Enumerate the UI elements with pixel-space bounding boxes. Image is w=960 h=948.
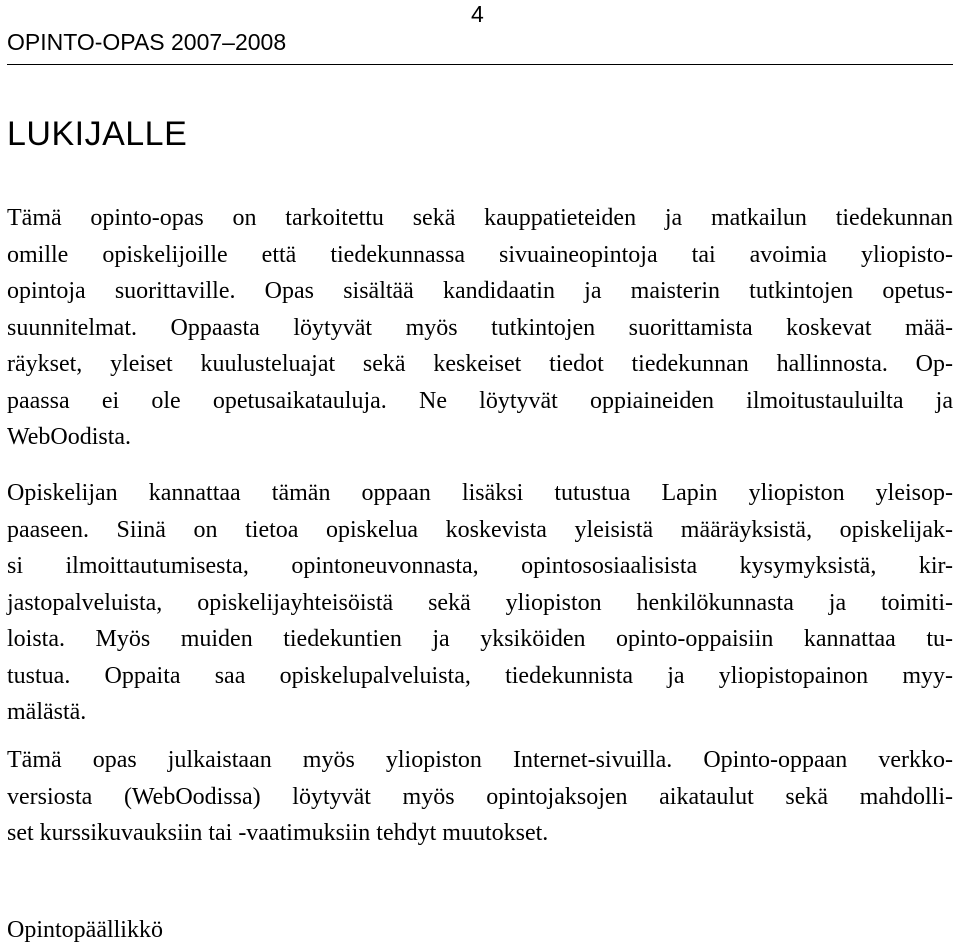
signature: Opintopäällikkö <box>7 917 163 943</box>
paragraph-line: Tämä opas julkaistaan myös yliopiston Internet-sivuilla. Opinto-oppaan verkko- <box>7 747 953 773</box>
paragraph-line: suunnitelmat. Oppaasta löytyvät myös tutkintojen suorittamista koskevat mää- <box>7 314 953 341</box>
paragraph-line: paassa ei ole opetusaikatauluja. Ne löytyvät oppiaineiden ilmoitustauluilta ja <box>7 387 953 414</box>
paragraph-line: WebOodista. <box>7 424 132 450</box>
paragraph-line: versiosta (WebOodissa) löytyvät myös opintojaksojen aikataulut sekä mahdolli- <box>7 783 953 810</box>
page-number: 4 <box>471 1 484 27</box>
paragraph-line: omille opiskelijoille että tiedekunnassa sivuaineopintoja tai avoimia yliopisto- <box>7 241 953 268</box>
paragraph-line: Tämä opinto-opas on tarkoitettu sekä kauppatieteiden ja matkailun tiedekunnan <box>7 205 953 231</box>
paragraph-line: si ilmoittautumisesta, opintoneuvonnasta, opintososiaalisista kysymyksistä, kir- <box>7 553 953 579</box>
paragraph-line: set kurssikuvauksiin tai -vaatimuksiin tehdyt muutokset. <box>7 820 549 846</box>
running-header: OPINTO-OPAS 2007–2008 <box>7 29 287 55</box>
paragraph-general-guide <box>7 475 953 731</box>
paragraph-line: mälästä. <box>7 699 87 725</box>
paragraph-line: opintoja suorittaville. Opas sisältää kandidaatin ja maisterin tutkintojen opetus- <box>7 278 953 304</box>
section-title: LUKIJALLE <box>7 115 188 153</box>
paragraph-intro <box>7 200 953 456</box>
paragraph-line: räykset, yleiset kuulusteluajat sekä keskeiset tiedot tiedekunnan hallinnosta. Op- <box>7 351 953 377</box>
paragraph-line: jastopalveluista, opiskelijayhteisöistä sekä yliopiston henkilökunnasta ja toimiti- <box>7 589 953 616</box>
paragraph-line: Opiskelijan kannattaa tämän oppaan lisäksi tutustua Lapin yliopiston yleisop- <box>7 480 953 506</box>
paragraph-line: tustua. Oppaita saa opiskelupalveluista, tiedekunnista ja yliopistopainon myy- <box>7 662 953 689</box>
paragraph-line: paaseen. Siinä on tietoa opiskelua koskevista yleisistä määräyksistä, opiskelijak- <box>7 516 953 543</box>
paragraph-web-version <box>7 742 953 852</box>
header-divider <box>7 64 953 65</box>
paragraph-line: loista. Myös muiden tiedekuntien ja yksiköiden opinto-oppaisiin kannattaa tu- <box>7 626 953 652</box>
